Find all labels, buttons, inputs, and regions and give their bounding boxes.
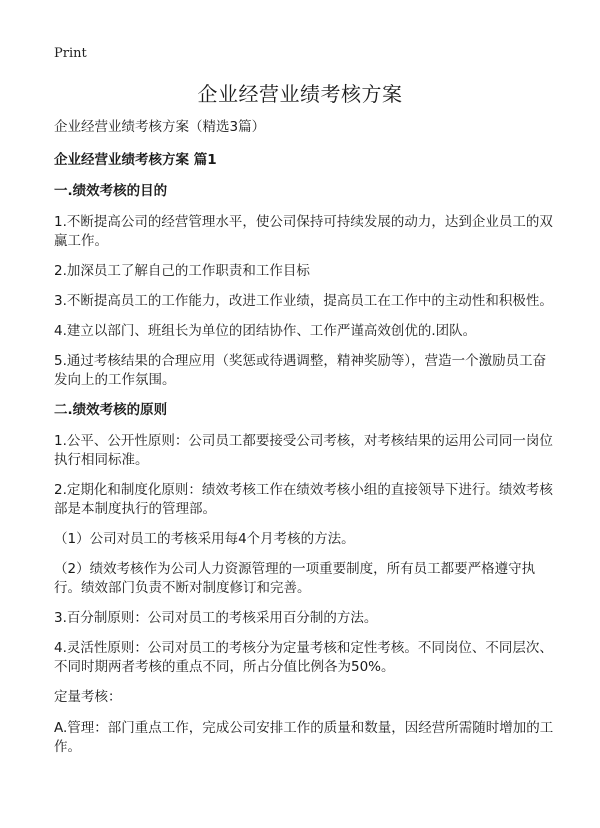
paragraph: 3.百分制原则：公司对员工的考核采用百分制的方法。 <box>54 610 378 626</box>
paragraph: 2.定期化和制度化原则：绩效考核工作在绩效考核小组的直接领导下进行。绩效考核部是本制度执行的管理部。 <box>54 482 553 517</box>
paragraph: （1）公司对员工的考核采用每4个月考核的方法。 <box>54 531 355 547</box>
paragraph: 5.通过考核结果的合理应用（奖惩或待遇调整，精神奖励等），营造一个激励员工奋发向上的工作氛围。 <box>54 353 547 388</box>
paragraph: 1.公平、公开性原则：公司员工都要接受公司考核，对考核结果的运用公司同一岗位执行相同标准。 <box>54 433 553 468</box>
section-heading-purpose: 一.绩效考核的目的 <box>54 183 168 199</box>
paragraph: 4.灵活性原则：公司对员工的考核分为定量考核和定性考核。不同岗位、不同层次、不同时期两者考核的重点不同，所占分值比例各为50%。 <box>54 640 553 675</box>
paragraph: （2）绩效考核作为公司人力资源管理的一项重要制度，所有员工都要严格遵守执行。绩效部门负责不断对制度修订和完善。 <box>54 561 536 596</box>
document-subtitle: 企业经营业绩考核方案（精选3篇） <box>54 119 266 135</box>
paragraph: 2.加深员工了解自己的工作职责和工作目标 <box>54 263 310 279</box>
paragraph: 1.不断提高公司的经营管理水平，使公司保持可持续发展的动力，达到企业员工的双赢工作。 <box>54 214 553 249</box>
print-link[interactable]: Print <box>54 46 87 61</box>
document-body <box>54 118 554 768</box>
paragraph: 4.建立以部门、班组长为单位的团结协作、工作严谨高效创优的.团队。 <box>54 323 477 339</box>
quantitative-label: 定量考核： <box>54 689 122 705</box>
paragraph: 3.不断提高员工的工作能力，改进工作业绩，提高员工在工作中的主动性和积极性。 <box>54 293 553 309</box>
section-heading-principles: 二.绩效考核的原则 <box>54 402 168 418</box>
chapter-heading: 企业经营业绩考核方案 篇1 <box>54 152 217 168</box>
paragraph: A.管理：部门重点工作，完成公司安排工作的质量和数量，因经营所需随时增加的工作。 <box>54 720 554 755</box>
page-title: 企业经营业绩考核方案 <box>197 82 403 106</box>
